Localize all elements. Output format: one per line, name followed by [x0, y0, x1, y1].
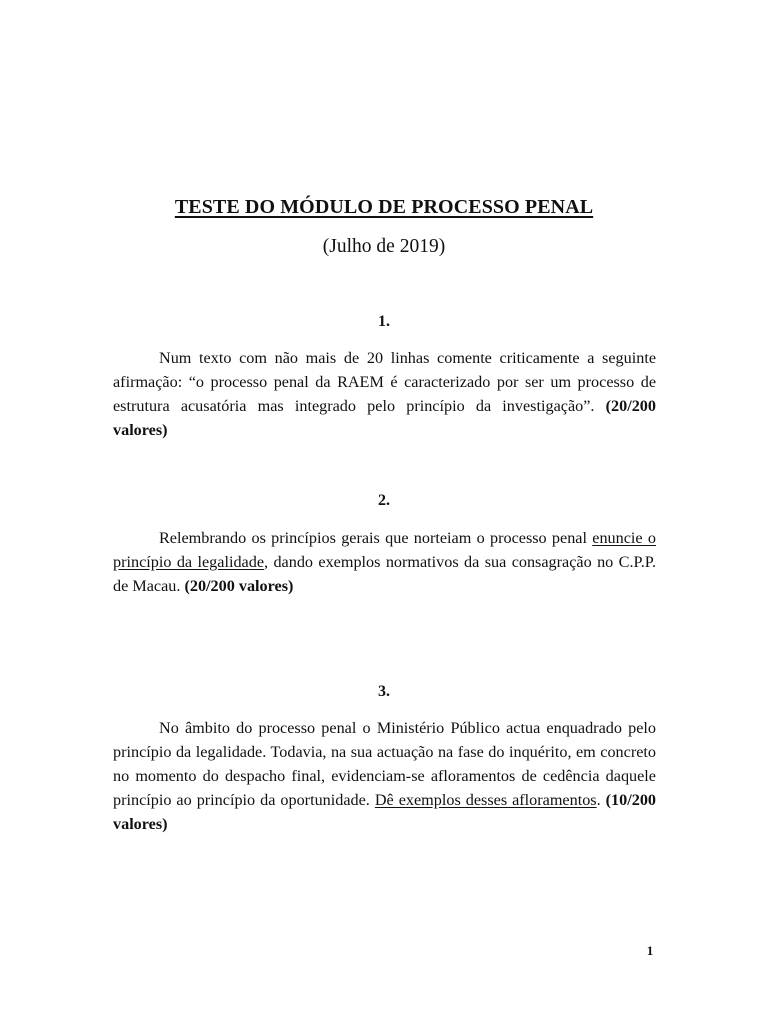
- document-title: TESTE DO MÓDULO DE PROCESSO PENAL: [174, 196, 594, 218]
- question-1-body: Num texto com não mais de 20 linhas comente criticamente a seguinte afirmação: “o processo penal da RAEM é caracterizado por ser um processo de estrutura acusatória mas integrado pelo princípio da investigação”.: [113, 349, 656, 415]
- question-3-number: 3.: [378, 683, 390, 700]
- question-3-marks: (10/200 valores): [113, 791, 657, 833]
- page-number: 1: [646, 943, 654, 958]
- question-1-number: 1.: [378, 313, 390, 330]
- question-3-body: No âmbito do processo penal o Ministério Público actua enquadrado pelo princípio da legalidade. Todavia, na sua actuação na fase do inquérito, em concreto no momento do despacho final, evidenciam-se afloramentos de cedência daquele princípio ao princípio da oportunidade.: [113, 719, 656, 809]
- question-2-text: [113, 526, 656, 598]
- question-2-number: 2.: [378, 492, 390, 509]
- question-2-body: Relembrando os princípios gerais que norteiam o processo penal: [159, 529, 593, 547]
- question-3-text: [113, 716, 656, 836]
- question-1-text: [113, 346, 656, 442]
- document-subtitle: (Julho de 2019): [322, 236, 446, 257]
- question-1-marks: (20/200 valores): [113, 397, 656, 439]
- question-3-emphasis: Dê exemplos desses afloramentos: [374, 791, 597, 809]
- question-2-emphasis: enuncie o princípio da legalidade: [113, 529, 656, 571]
- question-2-marks: (20/200 valores): [184, 577, 294, 595]
- question-3-body-end: .: [596, 791, 606, 809]
- question-2-body-end: , dando exemplos normativos da sua consagração no C.P.P. de Macau.: [113, 553, 656, 595]
